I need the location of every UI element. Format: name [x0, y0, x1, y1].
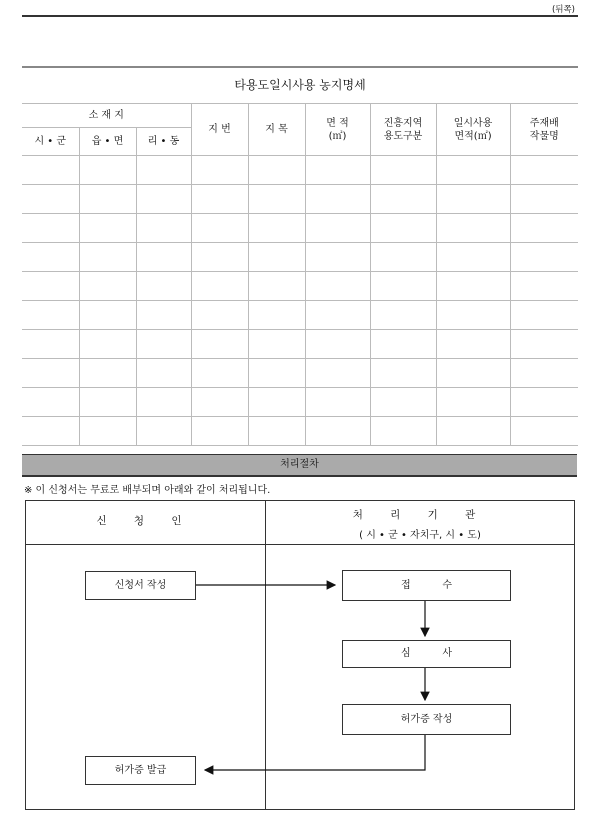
temp-area-header-line2: 면적(㎡): [454, 130, 492, 142]
applicant-header: 신 청 인: [96, 515, 194, 527]
lot-header: 지 번: [191, 104, 248, 156]
step-write-application: 신청서 작성: [85, 571, 196, 600]
town-subheader: 읍 • 면: [79, 128, 136, 156]
city-subheader: 시 • 군: [22, 128, 79, 156]
crop-header-line1: 주재배: [529, 117, 559, 129]
zone-header-line1: 진흥지역: [383, 117, 423, 129]
location-header: 소 재 지: [22, 104, 191, 128]
step-permit-write: 허가증 작성: [342, 704, 511, 735]
area-header-line2: (㎡): [328, 130, 347, 142]
step-receipt: 접 수: [342, 570, 511, 601]
village-subheader: 리 • 동: [136, 128, 191, 156]
page-label: (뒤쪽): [551, 5, 575, 15]
form-title: 타용도일시사용 농지명세: [234, 78, 366, 92]
arrow-permit-to-issue: [205, 734, 425, 770]
step-review: 심 사: [342, 640, 511, 668]
temp-area-header-line1: 일시사용: [453, 117, 493, 129]
procedure-title-bar: 처리절차: [22, 454, 577, 477]
agency-subheader: ( 시 • 군 • 자치구, 시 • 도): [359, 530, 481, 541]
agency-header: 처 리 기 관: [352, 509, 488, 521]
procedure-note: ※ 이 신청서는 무료로 배부되며 아래와 같이 처리됩니다.: [24, 485, 271, 496]
crop-header-line2: 작물명: [529, 130, 559, 142]
area-header-line1: 면 적: [326, 117, 349, 129]
zone-header-line2: 용도구분: [383, 130, 423, 142]
land-category-header: 지 목: [248, 104, 305, 156]
step-permit-issue: 허가증 발급: [85, 756, 196, 785]
